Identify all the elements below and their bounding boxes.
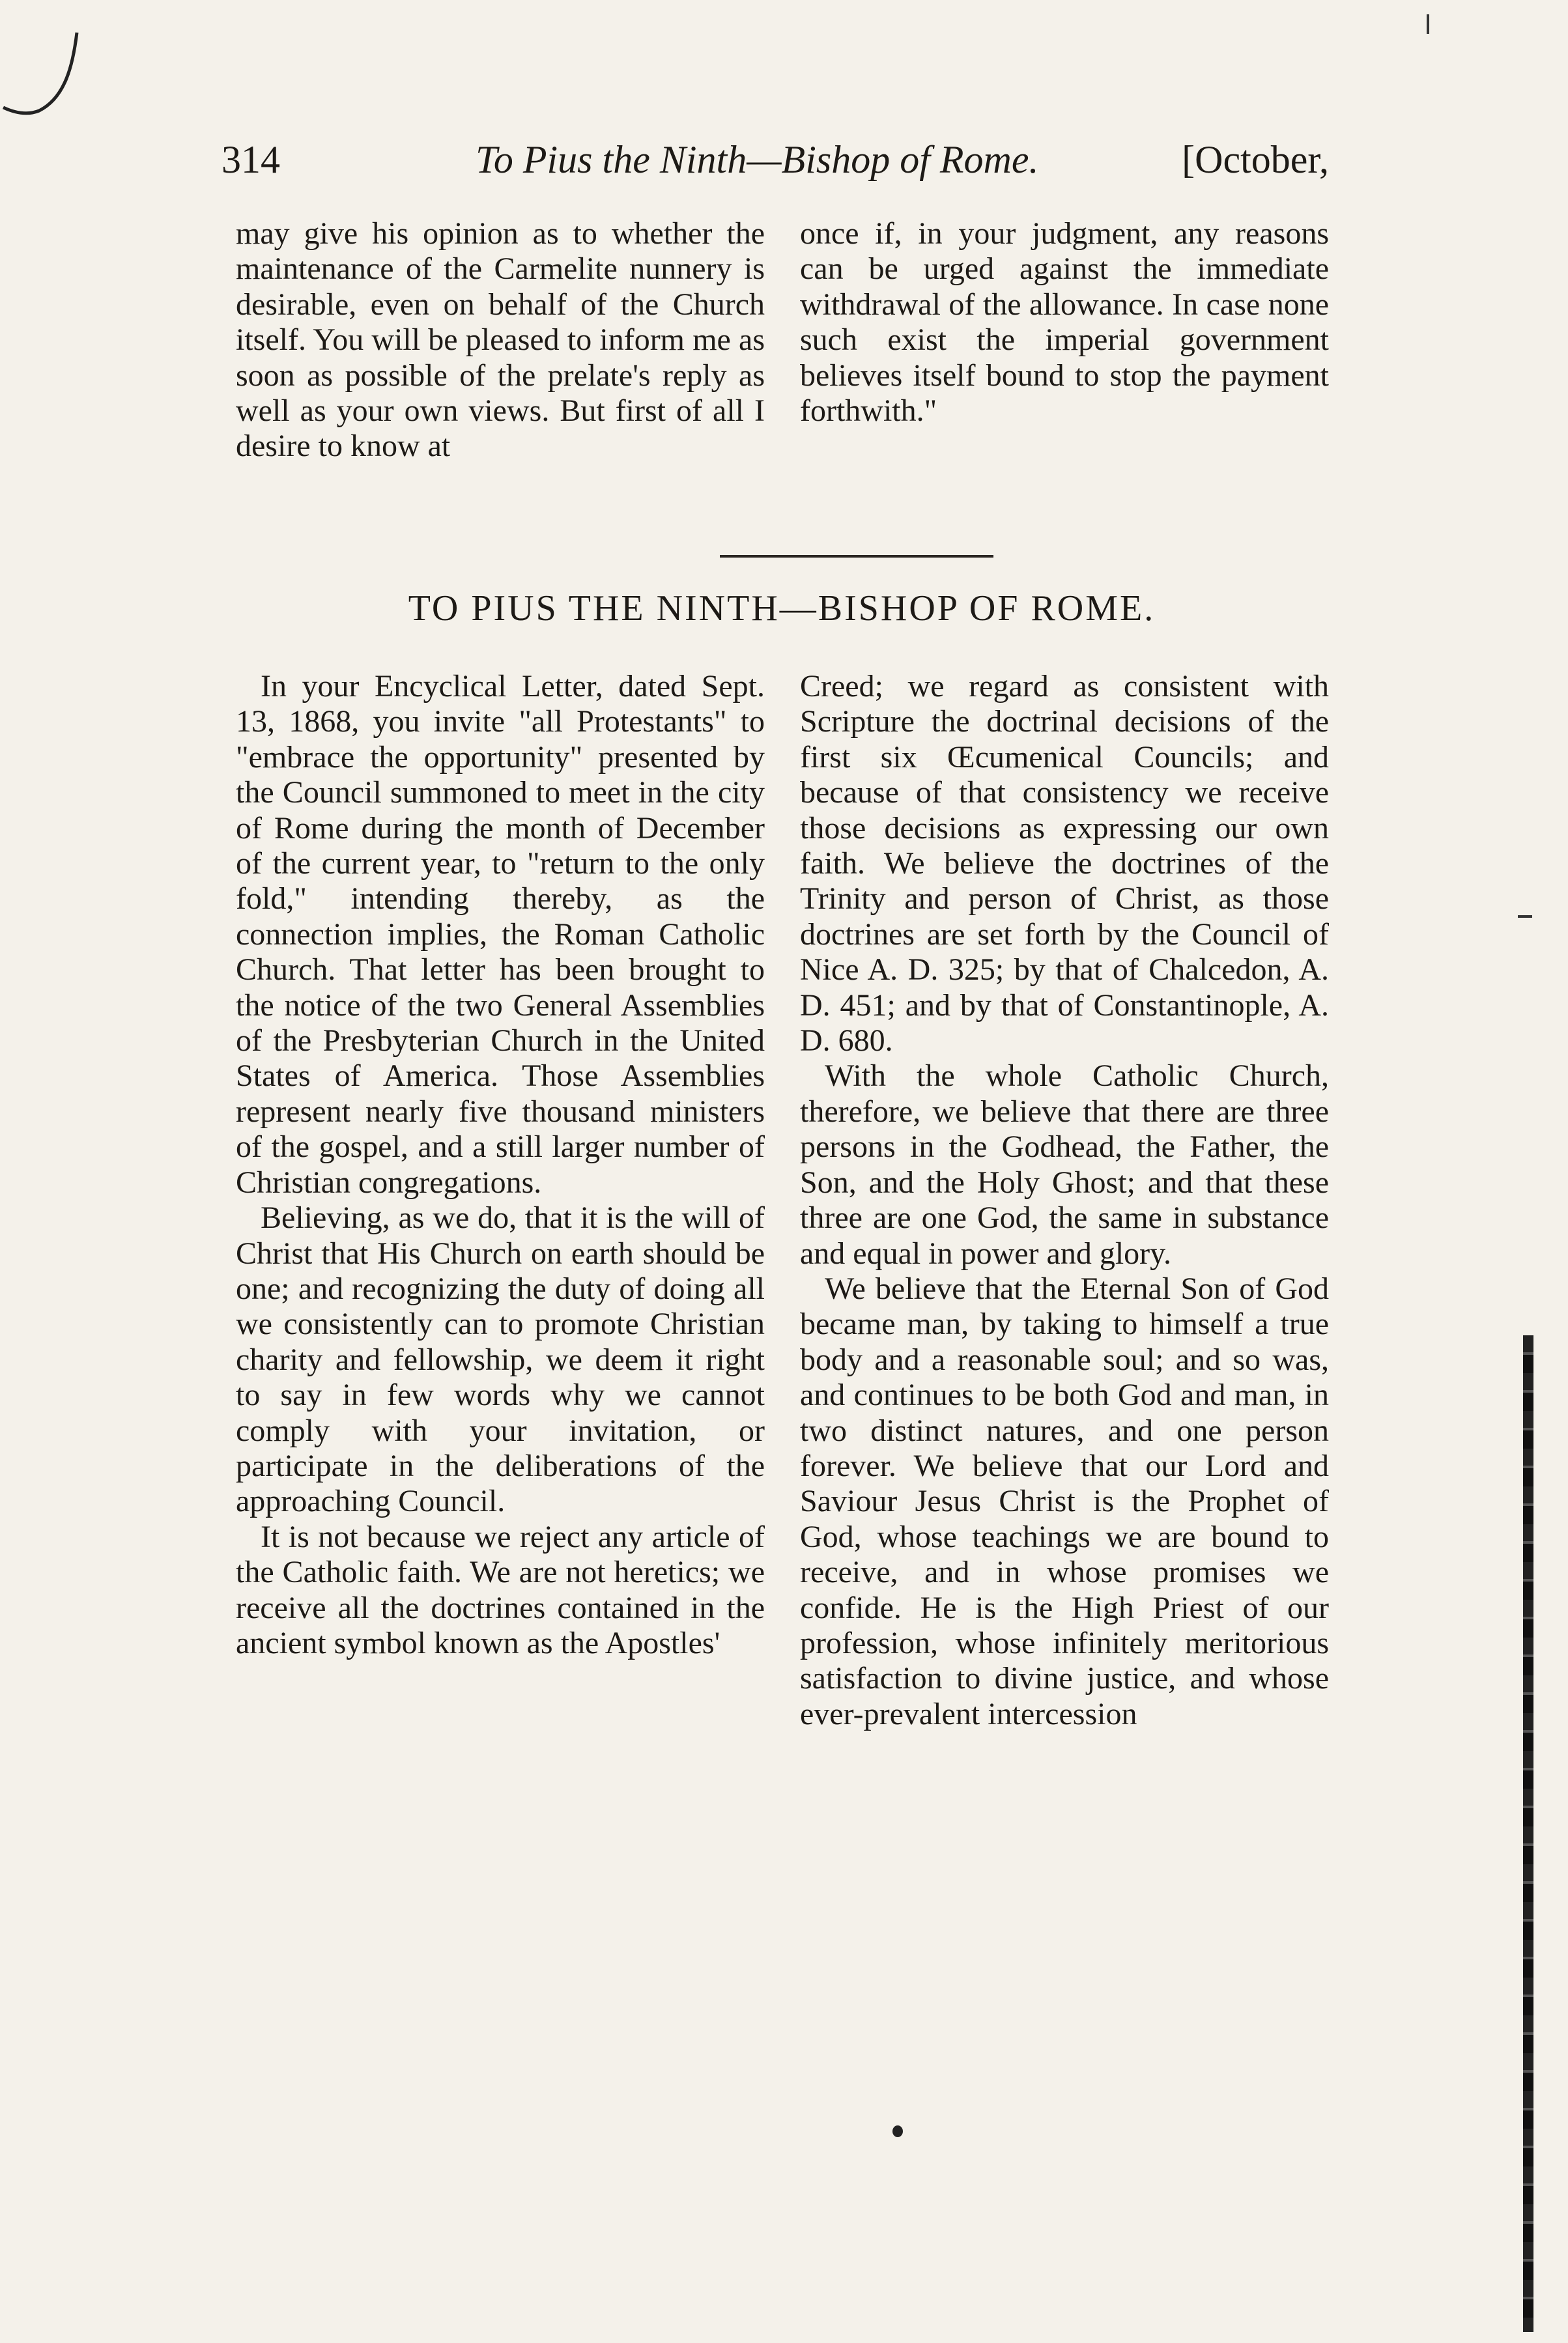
- margin-speck: [1427, 14, 1429, 34]
- left-column: [236, 669, 765, 1661]
- running-head: [221, 130, 1329, 189]
- scan-edge-shadow: [1523, 1335, 1533, 2332]
- paragraph: Believing, as we do, that it is the will of Christ that His Church on earth should be one; and recognizing the duty of doing all we consistently can to promote Christian charity and fellowship, we deem it right to say in few words why we cannot comply with your invitation, or participate in the deliberations of the approaching Council.: [236, 1200, 765, 1519]
- top-right-column: [800, 216, 1329, 429]
- right-column: [800, 669, 1329, 1732]
- margin-speck: [1518, 915, 1532, 918]
- section-heading: TO PIUS THE NINTH—BISHOP OF ROME.: [408, 588, 1156, 629]
- top-right-text: once if, in your judgment, any reasons can be urged against the immediate withdrawal of the allowance. In case none such exist the imperial government believes itself bound to stop the payment forthwith.": [800, 216, 1329, 429]
- running-title: To Pius the Ninth—Bishop of Rome.: [476, 138, 1039, 181]
- page-number: 314: [221, 138, 280, 181]
- top-left-column: [236, 216, 765, 464]
- paragraph: With the whole Catholic Church, therefore, we believe that there are three persons in the Godhead, the Father, the Son, and the Holy Ghost; and that these three are one God, the same in substance and equal in power and glory.: [800, 1058, 1329, 1271]
- section-divider: [720, 555, 993, 558]
- paragraph: It is not because we reject any article of the Catholic faith. We are not heretics; we receive all the doctrines contained in the ancient symbol known as the Apostles': [236, 1519, 765, 1660]
- top-left-text: may give his opinion as to whether the maintenance of the Carmelite nunnery is desirable, even on behalf of the Church itself. You will be pleased to inform me as soon as possible of the prelate's reply as well as your own views. But first of all I desire to know at: [236, 216, 765, 464]
- paragraph: Creed; we regard as consistent with Scripture the doctrinal decisions of the first six Œcumenical Councils; and because of that consistency we receive those decisions as expressing our own faith. We believe the doctrines of the Trinity and person of Christ, as those doctrines are set forth by the Council of Nice A. D. 325; by that of Chalcedon, A. D. 451; and by that of Constantinople, A. D. 680.: [800, 669, 1329, 1058]
- paragraph: In your Encyclical Letter, dated Sept. 13, 1868, you invite "all Protestants" to "embrace the opportunity" presented by the Council summoned to meet in the city of Rome during the month of December of the current year, to "return to the only fold," intending thereby, as the connection implies, the Roman Catholic Church. That letter has been brought to the notice of the two General Assemblies of the Presbyterian Church in the United States of America. Those Assemblies represent nearly five thousand ministers of the gospel, and a still larger number of Christian congregations.: [236, 669, 765, 1200]
- ink-dot: [892, 2125, 903, 2137]
- running-date: [October,: [1182, 138, 1329, 181]
- pencil-mark-icon: [0, 26, 85, 124]
- paragraph: We believe that the Eternal Son of God became man, by taking to himself a true body and a reasonable soul; and so was, and continues to be both God and man, in two distinct natures, and one person forever. We believe that our Lord and Saviour Jesus Christ is the Prophet of God, whose teachings we are bound to receive, and in whose promises we confide. He is the High Priest of our profession, whose infinitely meritorious satisfaction to divine justice, and whose ever-prevalent intercession: [800, 1271, 1329, 1731]
